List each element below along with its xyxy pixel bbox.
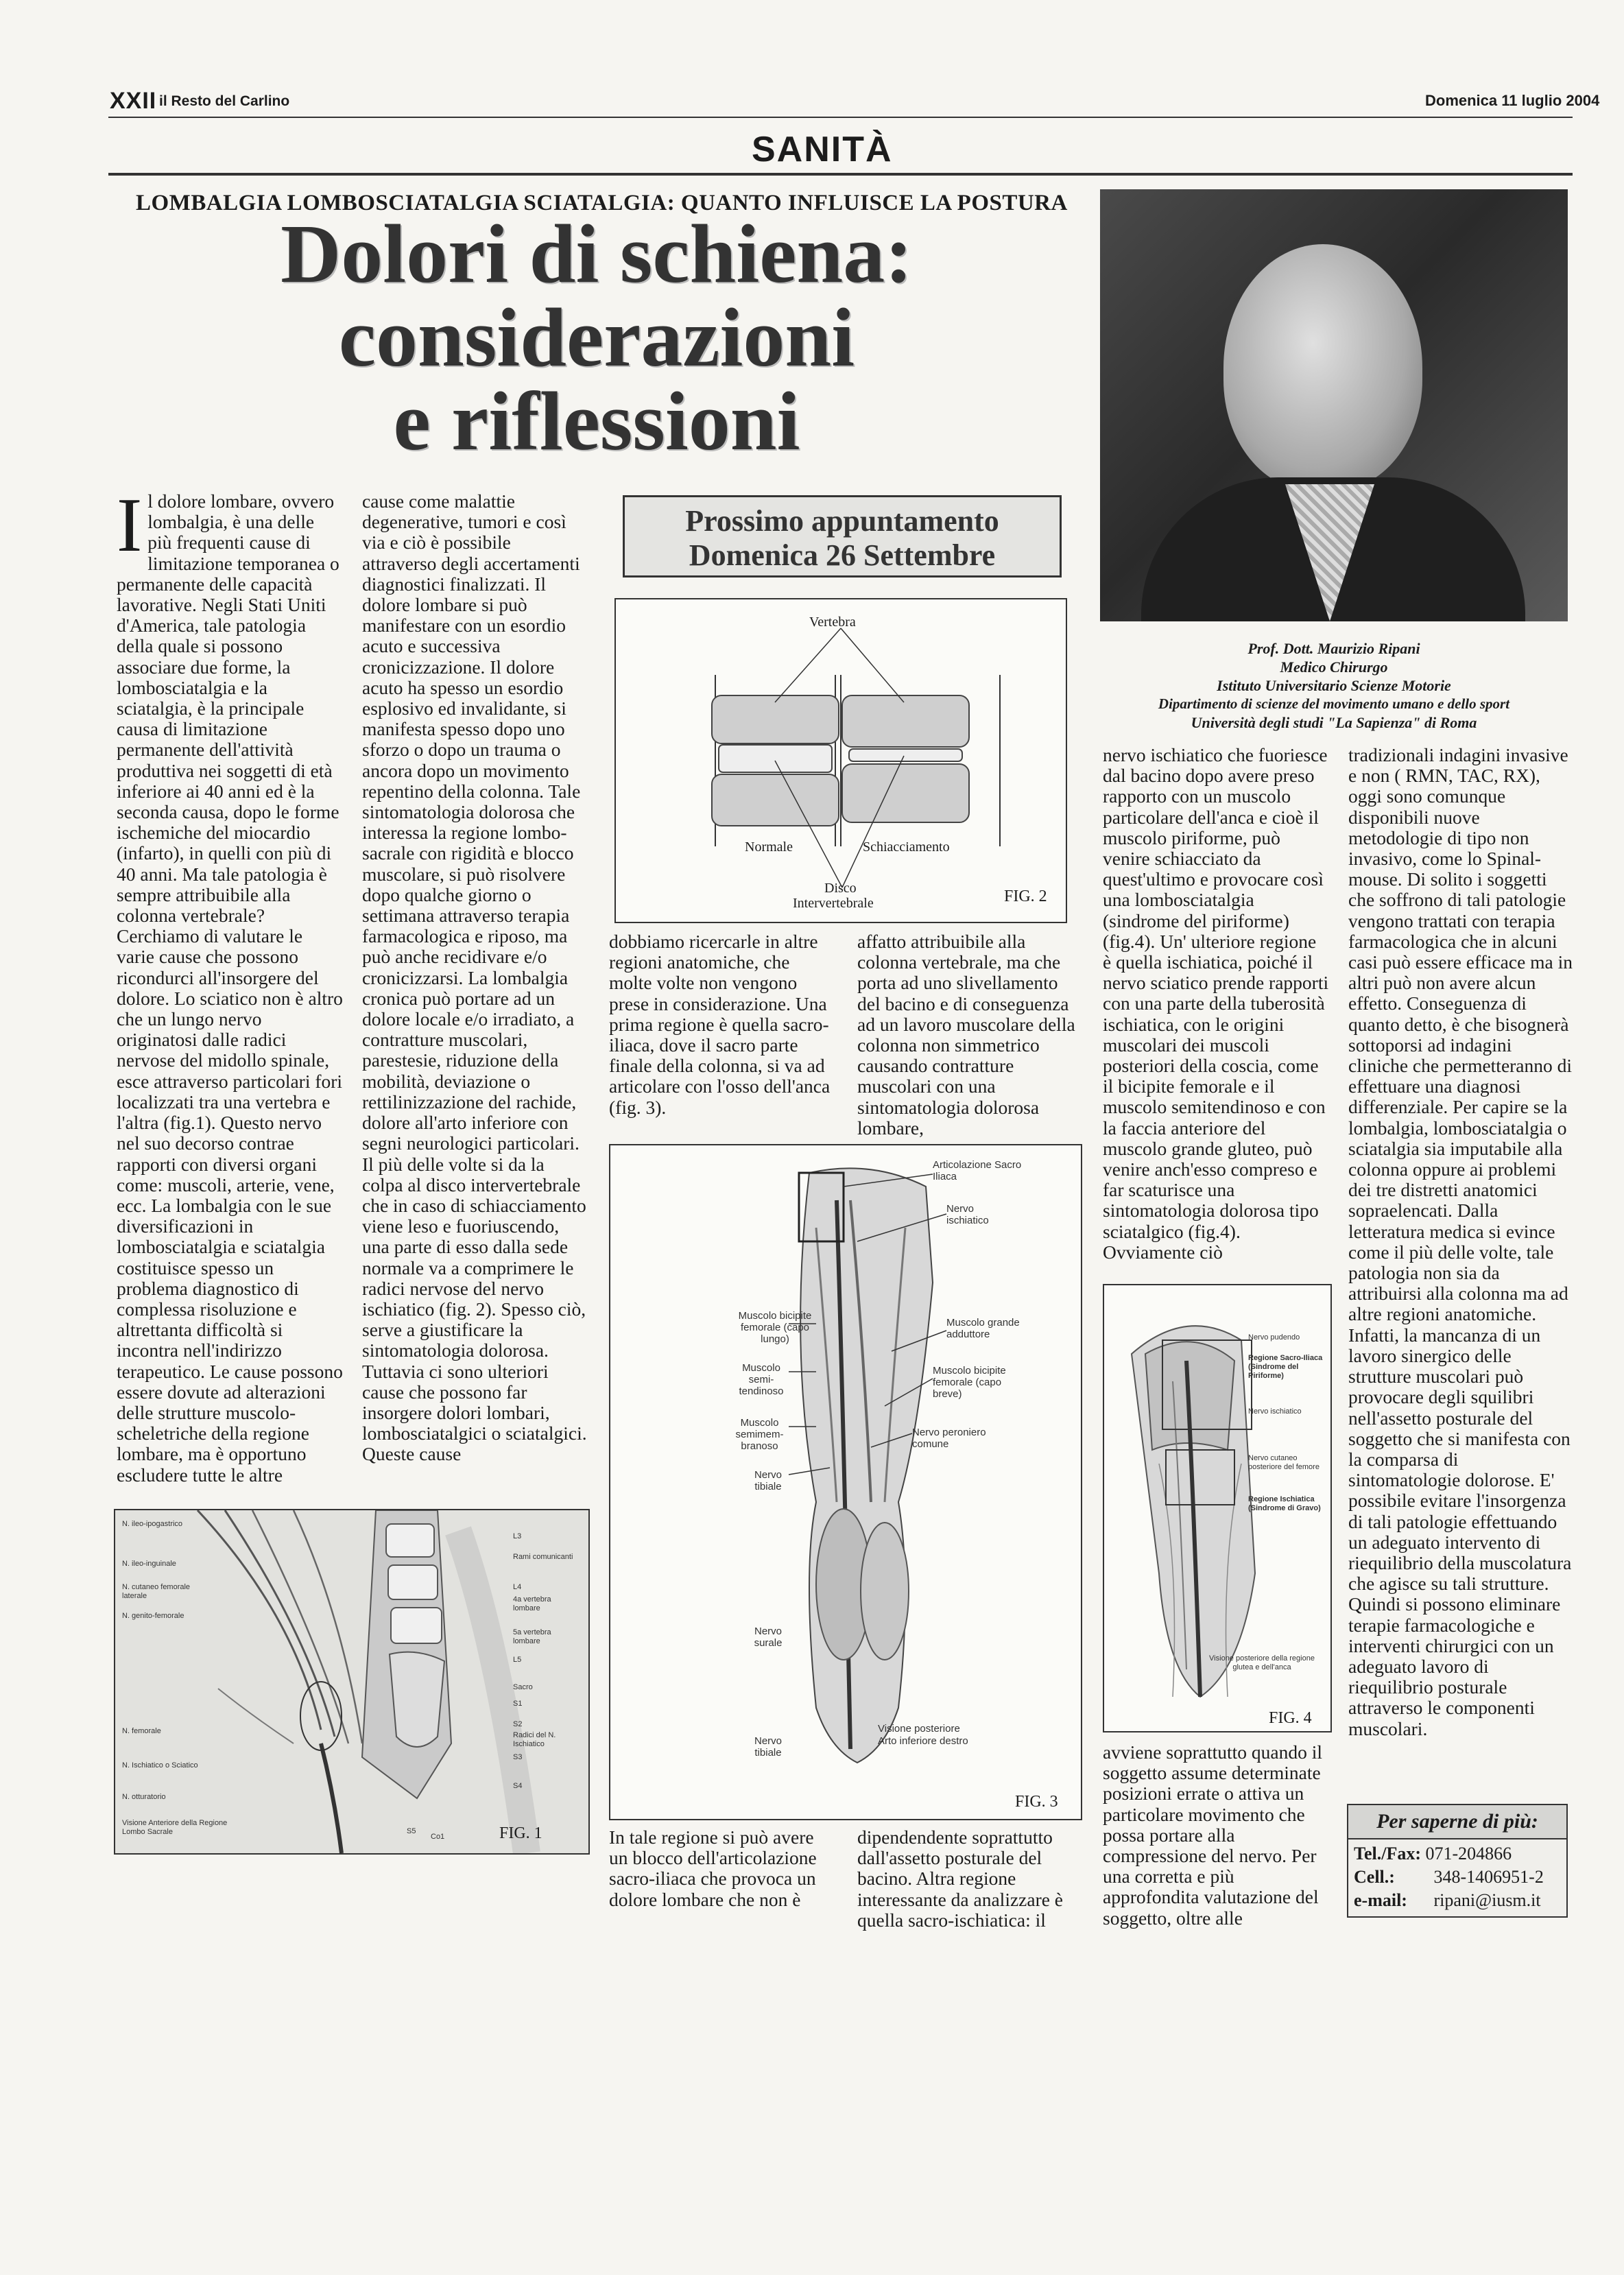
figure-1-label-l4: L4 — [513, 1583, 522, 1591]
author-photo — [1100, 189, 1568, 621]
figure-1-label-sciatic-roots: Radici del N. Ischiatico — [513, 1731, 556, 1748]
article-column-5 — [1103, 745, 1329, 1263]
figure-2-right-label: Schiacciamento — [863, 839, 950, 855]
contact-cell-label: Cell.: — [1354, 1867, 1395, 1887]
section-title: SANITÀ — [752, 130, 893, 169]
figure-1-label-s1: S1 — [513, 1700, 523, 1708]
figure-2-label: FIG. 2 — [1004, 888, 1047, 905]
figure-1-label-ilioinguinal: N. ileo-inguinale — [122, 1560, 176, 1568]
appointment-line-1: Prossimo appuntamento — [685, 504, 999, 538]
article-column-3a — [609, 931, 835, 1118]
contact-email-row — [1348, 1889, 1566, 1912]
contact-box — [1347, 1804, 1568, 1918]
headline-line-1: Dolori di schiena: — [280, 208, 913, 300]
headline-line-3: e riflessioni — [393, 375, 800, 468]
author-name: Prof. Dott. Maurizio Ripani — [1247, 640, 1420, 657]
figure-1-label-l3: L3 — [513, 1532, 522, 1540]
figure-1-label-s3: S3 — [513, 1753, 523, 1761]
article-column-3b — [609, 1827, 835, 1910]
column-5b-text: avviene soprattutto quando il soggetto assume determinate posizioni errate o attiva un particolare movimento che possa portare alla compressione del nervo. Per una corretta e più approfondita valutazione del soggetto, oltre alle — [1103, 1741, 1322, 1929]
appointment-box — [623, 495, 1062, 577]
contact-email-label: e-mail: — [1354, 1890, 1407, 1910]
figure-1-label-sacrum: Sacro — [513, 1683, 533, 1691]
figure-2 — [614, 598, 1067, 923]
article-column-5b — [1103, 1742, 1329, 1929]
author-face — [1223, 244, 1422, 491]
figure-1-label-s4: S4 — [513, 1782, 523, 1790]
figure-3-label-tibial: Nervo tibiale — [754, 1469, 782, 1492]
column-2-text: cause come malattie degenerative, tumori e così via e ciò è possibile attraverso degli accertamenti diagnostici finalizzati. Il dolore lombare si può manifestare con un esordio acuto e successiva cronicizzazione. Il dolore acuto ha spesso un esordio esplosivo ed invalidante, si manifesta spesso dopo uno sforzo o dopo un trauma o ancora dopo un movimento repentino della colonna. Tale sintomatologia dolorosa che interessa la regione lombo-sacrale con rigidità e blocco muscolare, si può risolvere dopo qualche giorno o settimana attraverso terapia farmacologica e riposo, ma può anche recidivare e/o cronicizzarsi. La lombalgia cronica può portare ad un dolore locale e/o irradiato, a contratture muscolari, parestesie, riduzione della mobilità, deviazione o rettilinizzazione del rachide, dolore all'arto inferiore con segni neurologici particolari. Il più delle volte si da la colpa al disco intervertebrale che in caso di schiacciamento viene leso e fuoriuscendo, una parte di esso dalla sede normale va a comprimere le radici nervose del nervo ischiatico (fig. 2). Spesso ciò, serve a giustificare la sintomatologia dolorosa. Tuttavia ci sono ulteriori cause che possono far insorgere dolori lombari, lombosciatalgici o sciatalgici. Queste cause — [362, 490, 587, 1465]
figure-4-label-piriformis: Regione Sacro-Iliaca (Sindrome del Piriforme) — [1248, 1354, 1323, 1380]
figure-2-top-label: Vertebra — [809, 615, 856, 630]
headline-line-2: considerazioni — [338, 291, 855, 384]
author-caption — [1100, 639, 1568, 732]
column-4b-text: dipendendente soprattutto dall'assetto posturale del bacino. Altra regione interessante da analizzare è quella sacro-ischiatica: il — [857, 1826, 1064, 1931]
figure-1-label-sciatic: N. Ischiatico o Sciatico — [122, 1761, 198, 1770]
figure-1-label: FIG. 1 — [499, 1824, 542, 1842]
figure-4-label-sciatic: Nervo ischiatico — [1248, 1407, 1302, 1416]
figure-1-label-l5: L5 — [513, 1656, 522, 1664]
figure-1-label-femoral: N. femorale — [122, 1727, 161, 1735]
figure-3-label-peroneal: Nervo peroniero comune — [912, 1427, 986, 1450]
figure-1-label-rami: Rami comunicanti — [513, 1553, 573, 1561]
figure-4-caption: Visione posteriore della regione glutea e dell'anca — [1209, 1654, 1315, 1671]
contact-title: Per saperne di più: — [1348, 1805, 1566, 1839]
figure-1-label-genitofemoral: N. genito-femorale — [122, 1612, 184, 1620]
figure-3-label-sacroiliac: Articolazione Sacro Iliaca — [933, 1159, 1022, 1182]
author-institute: Istituto Universitario Scienze Motorie — [1217, 677, 1451, 694]
drop-cap: I — [117, 483, 143, 568]
article-column-6 — [1348, 745, 1575, 1739]
figure-3-caption-2: Arto inferiore destro — [878, 1735, 968, 1747]
figure-1-label-s2: S2 — [513, 1720, 523, 1728]
figure-3 — [609, 1144, 1082, 1820]
figure-1-label-s5: S5 — [407, 1827, 416, 1835]
contact-email-link[interactable]: ripani@iusm.it — [1433, 1890, 1541, 1910]
figure-3-label-sural: Nervo surale — [754, 1625, 783, 1649]
author-university: Università degli studi "La Sapienza" di Roma — [1191, 714, 1477, 731]
figure-1-label-co1: Co1 — [431, 1833, 445, 1841]
contact-cell-row — [1348, 1866, 1566, 1889]
column-3b-text: In tale regione si può avere un blocco dell'articolazione sacro-iliaca che provoca un dolore lombare che non è — [609, 1826, 817, 1910]
contact-tel-value: 071-204866 — [1425, 1844, 1512, 1863]
headline — [123, 208, 1070, 468]
figure-4-label-pudendal: Nervo pudendo — [1248, 1333, 1300, 1342]
figure-1-label-obturator: N. otturatorio — [122, 1793, 166, 1801]
figure-4 — [1103, 1284, 1332, 1732]
figure-3-label-semimembranosus: Muscolo semimem-branoso — [735, 1417, 784, 1452]
figure-3-caption-1: Visione posteriore — [878, 1723, 960, 1735]
column-6-text: tradizionali indagini invasive e non ( RMN, TAC, RX), oggi sono comunque disponibili nuove metodologie di tipo non invasivo, come lo Spinal-mouse. Di solito i soggetti che soffrono di tali patologie vengono trattati con terapia farmacologica che in alcuni casi può essere efficace ma in altri può non avere alcun effetto. Conseguenza di quanto detto, è che bisognerà sottoporsi ad indagini cliniche che permetteranno di effettuare una diagnosi differenziale. Per capire se la lombalgia, lombosciatalgia o sciatalgia sia imputabile alla colonna oppure ai problemi dei tre distretti anatomici sopraelencati. Dalla letteratura medica si evince come il più delle volte, tale patologia non sia da attribuirsi alla colonna ma ad altre regioni anatomiche. Infatti, la mancanza di un lavoro sinergico delle strutture muscolari può provocare degli squilibri nell'assetto posturale del soggetto che si manifesta con la comparsa di sintomatologie dolorose. E' possibile evitare l'insorgenza di tali patologie effettuando un adeguato intervento di riequilibrio della muscolatura che agisce su tali strutture. Quindi si possono eliminare terapie farmacologiche e interventi chirurgici con un adeguato lavoro di riequilibrio posturale attraverso le componenti muscolari. — [1348, 744, 1573, 1739]
figure-2-bottom-label-2: Intervertebrale — [793, 896, 874, 911]
figure-1-label-iliohypogastric: N. ileo-ipogastrico — [122, 1520, 183, 1528]
figure-4-label: FIG. 4 — [1269, 1709, 1312, 1727]
figure-2-left-label: Normale — [745, 839, 793, 855]
author-department: Dipartimento di scienze del movimento umano e dello sport — [1158, 695, 1510, 712]
figure-4-label-ischiatic: Regione Ischiatica (Sindrome di Gravo) — [1248, 1495, 1321, 1512]
figure-1-label-4th-vertebra: 4a vertebra lombare — [513, 1595, 551, 1612]
figure-1-label-5th-vertebra: 5a vertebra lombare — [513, 1628, 551, 1645]
figure-1-caption: Visione Anteriore della Regione Lombo Sacrale — [122, 1819, 228, 1836]
appointment-line-2: Domenica 26 Settembre — [689, 538, 996, 572]
figure-3-label-semitendinosus: Muscolo semi-tendinoso — [739, 1362, 784, 1397]
contact-tel-row — [1348, 1839, 1566, 1866]
figure-3-label: FIG. 3 — [1015, 1793, 1058, 1811]
header-rule — [108, 117, 1573, 118]
author-title: Medico Chirurgo — [1280, 658, 1388, 676]
article-column-4b — [857, 1827, 1084, 1931]
contact-tel-label: Tel./Fax: — [1354, 1844, 1421, 1863]
section-rule — [108, 173, 1573, 176]
column-4a-text: affatto attribuibile alla colonna vertebrale, ma che porta ad uno slivellamento del bacino e di conseguenza ad un lavoro muscolare della colonna non simmetrico causando contratture muscolari con una sintomatologia dolorosa lombare, — [857, 931, 1075, 1139]
contact-cell-value: 348-1406951-2 — [1433, 1867, 1544, 1887]
figure-2-drawing — [616, 599, 1066, 922]
figure-3-label-biceps-short: Muscolo bicipite femorale (capo breve) — [933, 1365, 1006, 1400]
figure-3-drawing — [610, 1145, 1081, 1819]
issue-date: Domenica 11 luglio 2004 — [1425, 92, 1600, 109]
kicker: LOMBALGIA LOMBOSCIATALGIA SCIATALGIA: QUANTO INFLUISCE LA POSTURA — [136, 191, 1068, 215]
page-number: XXII — [110, 88, 157, 114]
article-column-2 — [362, 491, 588, 1465]
figure-1 — [114, 1509, 590, 1855]
article-column-4a — [857, 931, 1084, 1139]
column-3a-text: dobbiamo ricercarle in altre regioni anatomiche, che molte volte non vengono prese in considerazione. Una prima regione è quella sacro-iliaca, dove il sacro parte finale della colonna, si va ad articolare con l'osso dell'anca (fig. 3). — [609, 931, 831, 1118]
figure-3-label-sciatic-nerve: Nervo ischiatico — [946, 1203, 989, 1226]
figure-3-label-tibial-2: Nervo tibiale — [754, 1735, 782, 1759]
figure-3-label-adductor: Muscolo grande adduttore — [946, 1317, 1020, 1340]
figure-3-label-biceps-long: Muscolo bicipite femorale (capo lungo) — [738, 1310, 812, 1345]
column-5-text: nervo ischiatico che fuoriesce dal bacino dopo avere preso rapporto con un muscolo particolare dell'anca e cioè il muscolo piriforme, può venire schiacciato da quest'ultimo e provocare così una lombosciatalgia (sindrome del piriforme) (fig.4). Un' ulteriore regione è quella ischiatica, poiché il nervo sciatico prende rapporti con una parte della tuberosità ischiatica, con le origini muscolari dei muscoli posteriori della coscia, come il bicipite femorale e il muscolo semitendinoso e con la faccia anteriore del muscolo grande gluteo, può venire anch'esso compreso e far scaturisce una sintomatologia dolorosa tipo sciatalgico (fig.4). Ovviamente ciò — [1103, 744, 1329, 1263]
figure-2-bottom-label-1: Disco — [824, 881, 857, 896]
article-column-1 — [117, 483, 343, 1486]
figure-1-label-cutaneous: N. cutaneo femorale laterale — [122, 1583, 191, 1600]
column-1-text: l dolore lombare, ovvero lombalgia, è una delle più frequenti cause di limitazione temporanea o permanente delle capacità lavorative. Negli Stati Uniti d'America, tale patologia della quale si possono associare due forme, la lombosciatalgia e la sciatalgia, è la principale causa di limitazione permanente dell'attività produttiva nei soggetti di età inferiore ai 40 anni ed è la seconda causa, dopo le forme ischemiche del miocardio (infarto), in quelli con più di 40 anni. Ma tale patologia è sempre attribuibile alla colonna vertebrale? Cerchiamo di valutare le varie cause che possono ricondurci all'insorgere del dolore. Lo sciatico non è altro che un lungo nervo originatosi dalle radici nervose del midollo spinale, esce attraverso particolari fori localizzati tra una vertebra e l'altra (fig.1). Questo nervo nel suo decorso contrae rapporti con diversi organi come: muscoli, arterie, vene, ecc. La lombalgia con le sue diversificazioni in lombosciatalgia e sciatalgia costituisce spesso un problema diagnostico di complessa risoluzione e altrettanta difficoltà si incontra nell'indirizzo terapeutico. Le cause possono essere dovute ad alterazioni delle strutture muscolo-scheletriche della regione lombare, ma è opportuno escludere tutte le altre — [117, 490, 343, 1486]
figure-4-label-cutaneous: Nervo cutaneo posteriore del femore — [1248, 1454, 1320, 1471]
newspaper-name: il Resto del Carlino — [159, 93, 290, 109]
